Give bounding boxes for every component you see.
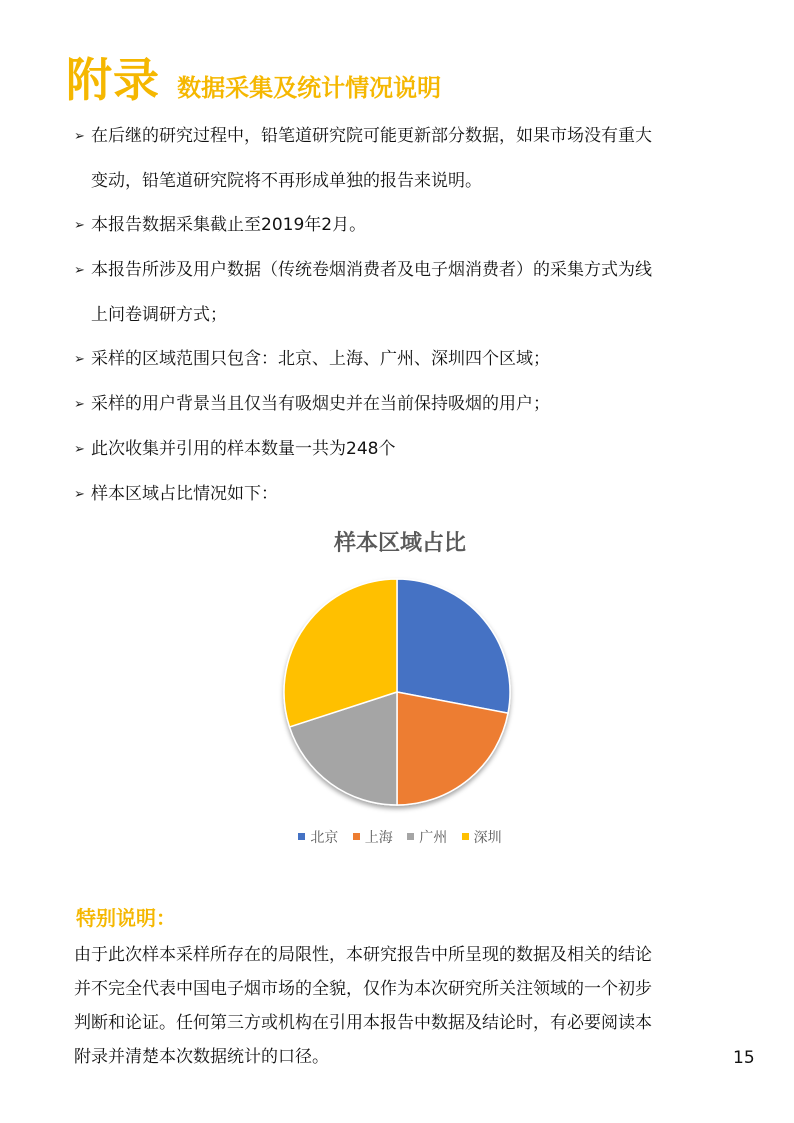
arrow-bullet-icon: ➢ <box>74 263 85 278</box>
arrow-bullet-icon: ➢ <box>74 397 85 412</box>
bullet-text: 此次收集并引用的样本数量一共为248个 <box>91 439 396 459</box>
legend-label: 广州 <box>419 830 448 846</box>
legend-item-guangzhou <box>407 827 447 847</box>
bullet-text: 在后继的研究过程中，铅笔道研究院可能更新部分数据，如果市场没有重大 <box>91 126 652 146</box>
note-title: 特别说明： <box>76 906 176 930</box>
bullet-list <box>74 114 734 517</box>
pie-chart-svg <box>240 512 560 822</box>
legend-swatch <box>353 833 360 840</box>
legend-item-beijing <box>298 827 338 847</box>
list-item <box>74 337 734 382</box>
list-item <box>74 472 734 517</box>
legend-label: 上海 <box>364 830 393 846</box>
note-line: 由于此次样本采样所存在的局限性，本研究报告中所呈现的数据及相关的结论 <box>74 945 652 965</box>
legend-label: 深圳 <box>473 830 502 846</box>
arrow-bullet-icon: ➢ <box>74 218 85 233</box>
legend-swatch <box>407 833 414 840</box>
note-line: 并不完全代表中国电子烟市场的全貌，仅作为本次研究所关注领域的一个初步 <box>74 979 652 999</box>
legend-swatch <box>462 833 469 840</box>
legend-swatch <box>298 833 305 840</box>
page-heading <box>66 44 442 107</box>
arrow-bullet-icon: ➢ <box>74 129 85 144</box>
list-item <box>74 427 734 472</box>
legend-item-shanghai <box>353 827 393 847</box>
chart-title: 样本区域占比 <box>333 531 466 556</box>
bullet-text: 本报告数据采集截止至2019年2月。 <box>91 215 367 235</box>
pie-slices <box>284 579 510 805</box>
page-number: 15 <box>733 1048 755 1068</box>
bullet-text: 样本区域占比情况如下： <box>91 484 278 504</box>
list-item <box>74 248 734 337</box>
legend-label: 北京 <box>310 830 339 846</box>
legend-item-shenzhen <box>462 827 502 847</box>
list-item <box>74 114 734 203</box>
bullet-text: 采样的用户背景当且仅当有吸烟史并在当前保持吸烟的用户； <box>91 394 550 414</box>
note-line: 判断和论证。任何第三方或机构在引用本报告中数据及结论时，有必要阅读本 <box>74 1013 652 1033</box>
arrow-bullet-icon: ➢ <box>74 487 85 502</box>
appendix-subtitle: 数据采集及统计情况说明 <box>177 74 442 102</box>
arrow-bullet-icon: ➢ <box>74 442 85 457</box>
appendix-title: 附录 <box>66 53 160 107</box>
note-line: 附录并清楚本次数据统计的口径。 <box>74 1047 329 1067</box>
bullet-text: 变动，铅笔道研究院将不再形成单独的报告来说明。 <box>91 171 482 191</box>
chart-legend <box>240 827 560 847</box>
list-item <box>74 382 734 427</box>
bullet-text: 本报告所涉及用户数据（传统卷烟消费者及电子烟消费者）的采集方式为线 <box>91 260 652 280</box>
pie-chart <box>240 512 560 862</box>
bullet-text: 上问卷调研方式； <box>91 305 227 325</box>
list-item <box>74 203 734 248</box>
pie-slice-北京 <box>397 579 510 713</box>
note-body <box>74 938 724 1074</box>
arrow-bullet-icon: ➢ <box>74 352 85 367</box>
bullet-text: 采样的区域范围只包含：北京、上海、广州、深圳四个区域； <box>91 349 550 369</box>
